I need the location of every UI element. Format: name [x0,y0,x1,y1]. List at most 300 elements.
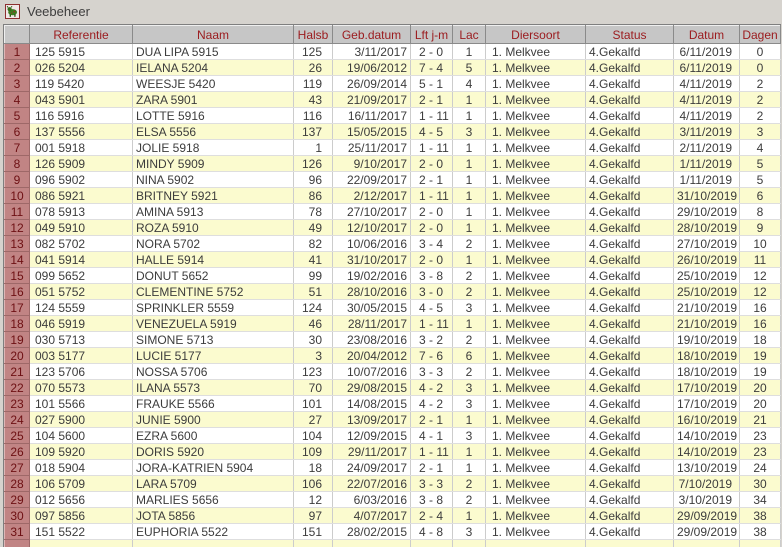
cell-lac[interactable]: 2 [453,332,486,348]
row-number[interactable]: 6 [5,124,30,140]
cell-naam[interactable]: MARLIES 5656 [133,492,294,508]
cell-diersoort[interactable]: 1. Melkvee [486,460,586,476]
cell-dagen[interactable]: 19 [740,348,781,364]
column-header-datum[interactable]: Datum [674,26,740,44]
cell-naam[interactable]: DORIS 5920 [133,444,294,460]
cell-lft_jm[interactable]: 2 - 0 [411,156,453,172]
column-header-lft_jm[interactable]: Lft j-m [411,26,453,44]
row-number[interactable]: 2 [5,60,30,76]
cell-dagen[interactable]: 12 [740,268,781,284]
cell-geb_datum[interactable]: 23/08/2016 [333,332,411,348]
cell-diersoort[interactable]: 1. Melkvee [486,76,586,92]
cell-geb_datum[interactable]: 24/09/2017 [333,460,411,476]
cell-diersoort[interactable]: 1. Melkvee [486,332,586,348]
cell-lac[interactable]: 1 [453,172,486,188]
cell-naam[interactable]: IELANA 5204 [133,60,294,76]
cell-halsb[interactable]: 124 [294,300,333,316]
row-number[interactable]: 22 [5,380,30,396]
cell-status[interactable]: 4.Gekalfd [586,444,674,460]
cell-geb_datum[interactable]: 22/07/2016 [333,476,411,492]
cell-lft_jm[interactable]: 2 - 4 [411,508,453,524]
cell-diersoort[interactable]: 1. Melkvee [486,172,586,188]
cell-geb_datum[interactable]: 25/11/2017 [333,140,411,156]
cell-lac[interactable]: 3 [453,380,486,396]
cell-status[interactable]: 4.Gekalfd [586,300,674,316]
cell-status[interactable]: 4.Gekalfd [586,44,674,60]
cell-diersoort[interactable]: 1. Melkvee [486,252,586,268]
cell-diersoort[interactable]: 1. Melkvee [486,444,586,460]
cell-datum[interactable]: 29/10/2019 [674,204,740,220]
cell-dagen[interactable]: 19 [740,364,781,380]
cell-referentie[interactable]: 049 5910 [30,220,133,236]
cell-status[interactable]: 4.Gekalfd [586,428,674,444]
cell-referentie[interactable]: 101 5566 [30,396,133,412]
cell-dagen[interactable]: 38 [740,508,781,524]
cell-halsb[interactable]: 101 [294,396,333,412]
cell-datum[interactable]: 14/10/2019 [674,428,740,444]
cell-diersoort[interactable]: 1. Melkvee [486,188,586,204]
cell-dagen[interactable]: 2 [740,108,781,124]
cell-dagen[interactable]: 3 [740,124,781,140]
cell-lac[interactable]: 1 [453,140,486,156]
cell-diersoort[interactable]: 1. Melkvee [486,412,586,428]
cell-lft_jm[interactable]: 2 - 0 [411,252,453,268]
cell-lac[interactable]: 1 [453,156,486,172]
cell-status[interactable]: 4.Gekalfd [586,236,674,252]
cell-status[interactable]: 4.Gekalfd [586,108,674,124]
cell-status[interactable]: 4.Gekalfd [586,364,674,380]
cell-status[interactable]: 4.Gekalfd [586,268,674,284]
cell-datum[interactable]: 7/10/2019 [674,476,740,492]
cell-lac[interactable]: 1 [453,220,486,236]
cell-status[interactable]: 4.Gekalfd [586,60,674,76]
cell-naam[interactable]: DONUT 5652 [133,268,294,284]
cell-naam[interactable]: ROZA 5910 [133,220,294,236]
cell-datum[interactable]: 4/11/2019 [674,108,740,124]
cell-naam[interactable]: EUPHORIA 5522 [133,524,294,540]
cell-diersoort[interactable]: 1. Melkvee [486,44,586,60]
cell-naam[interactable]: ZARA 5901 [133,92,294,108]
cell-datum[interactable]: 28/10/2019 [674,220,740,236]
cell-halsb[interactable]: 119 [294,76,333,92]
cell-lac[interactable]: 3 [453,396,486,412]
cell-datum[interactable]: 19/10/2019 [674,332,740,348]
cell-lft_jm[interactable]: 4 - 1 [411,428,453,444]
cell-diersoort[interactable]: 1. Melkvee [486,108,586,124]
cell-diersoort[interactable]: 1. Melkvee [486,220,586,236]
cell-naam[interactable]: WEESJE 5420 [133,76,294,92]
cell-dagen[interactable]: 16 [740,300,781,316]
cell-datum[interactable]: 29/09/2019 [674,524,740,540]
row-number[interactable]: 26 [5,444,30,460]
column-header-lac[interactable]: Lac [453,26,486,44]
cell-datum[interactable]: 16/10/2019 [674,412,740,428]
cell-geb_datum[interactable]: 29/11/2017 [333,444,411,460]
cell-dagen[interactable]: 5 [740,156,781,172]
cell-referentie[interactable]: 099 5652 [30,268,133,284]
cell-status[interactable]: 4.Gekalfd [586,204,674,220]
cell-lft_jm[interactable]: 4 - 5 [411,124,453,140]
row-number[interactable]: 30 [5,508,30,524]
cell-dagen[interactable]: 16 [740,316,781,332]
cell-naam[interactable]: NORA 5702 [133,236,294,252]
cell-geb_datum[interactable]: 21/09/2017 [333,92,411,108]
row-number[interactable]: 14 [5,252,30,268]
cell-datum[interactable]: 31/10/2019 [674,188,740,204]
cell-naam[interactable]: EZRA 5600 [133,428,294,444]
cell-dagen[interactable]: 0 [740,60,781,76]
cell-naam[interactable]: LARA 5709 [133,476,294,492]
cell-status[interactable]: 4.Gekalfd [586,140,674,156]
cell-halsb[interactable]: 99 [294,268,333,284]
cell-referentie[interactable]: 123 5706 [30,364,133,380]
cell-referentie[interactable]: 096 5902 [30,172,133,188]
cell-lac[interactable]: 3 [453,524,486,540]
cell-lac[interactable]: 4 [453,76,486,92]
cell-datum[interactable]: 1/11/2019 [674,172,740,188]
cell-diersoort[interactable]: 1. Melkvee [486,524,586,540]
cell-datum[interactable]: 6/11/2019 [674,44,740,60]
cell-lft_jm[interactable]: 1 - 11 [411,108,453,124]
cell-status[interactable]: 4.Gekalfd [586,492,674,508]
cell-naam[interactable]: MINDY 5909 [133,156,294,172]
cell-naam[interactable]: FRAUKE 5566 [133,396,294,412]
cell-status[interactable]: 4.Gekalfd [586,76,674,92]
cell-naam[interactable]: LUCIE 5177 [133,348,294,364]
cell-geb_datum[interactable]: 14/08/2015 [333,396,411,412]
cell-dagen[interactable]: 5 [740,172,781,188]
column-header-diersoort[interactable]: Diersoort [486,26,586,44]
cell-diersoort[interactable]: 1. Melkvee [486,508,586,524]
cell-geb_datum[interactable]: 31/10/2017 [333,252,411,268]
cell-lft_jm[interactable]: 1 - 11 [411,316,453,332]
cell-dagen[interactable]: 2 [740,76,781,92]
cell-datum[interactable]: 21/10/2019 [674,300,740,316]
row-number[interactable]: 11 [5,204,30,220]
cell-naam[interactable]: JOTA 5856 [133,508,294,524]
cell-halsb[interactable]: 97 [294,508,333,524]
cell-naam[interactable]: DUA LIPA 5915 [133,44,294,60]
cell-diersoort[interactable]: 1. Melkvee [486,492,586,508]
cell-halsb[interactable]: 12 [294,492,333,508]
cell-naam[interactable]: JUNIE 5900 [133,412,294,428]
cell-naam[interactable]: JOLIE 5918 [133,140,294,156]
row-number[interactable]: 4 [5,92,30,108]
cell-datum[interactable]: 17/10/2019 [674,396,740,412]
cell-geb_datum[interactable]: 28/11/2017 [333,316,411,332]
cell-geb_datum[interactable]: 6/03/2016 [333,492,411,508]
cell-naam[interactable]: AMINA 5913 [133,204,294,220]
cell-status[interactable]: 4.Gekalfd [586,316,674,332]
cell-geb_datum[interactable]: 4/07/2017 [333,508,411,524]
cell-dagen[interactable]: 12 [740,284,781,300]
cell-geb_datum[interactable]: 28/10/2016 [333,284,411,300]
cell-lft_jm[interactable]: 4 - 2 [411,396,453,412]
cell-diersoort[interactable]: 1. Melkvee [486,92,586,108]
cell-dagen[interactable]: 23 [740,444,781,460]
cell-datum[interactable]: 18/10/2019 [674,348,740,364]
cell-halsb[interactable]: 41 [294,252,333,268]
row-number[interactable]: 29 [5,492,30,508]
row-number[interactable]: 8 [5,156,30,172]
cell-lac[interactable]: 1 [453,316,486,332]
cell-lft_jm[interactable]: 2 - 0 [411,220,453,236]
cell-dagen[interactable]: 11 [740,252,781,268]
cell-datum[interactable]: 3/11/2019 [674,124,740,140]
cell-datum[interactable]: 25/10/2019 [674,284,740,300]
cell-lac[interactable]: 2 [453,364,486,380]
cell-halsb[interactable]: 106 [294,476,333,492]
cell-dagen[interactable]: 2 [740,92,781,108]
cell-referentie[interactable]: 137 5556 [30,124,133,140]
cell-dagen[interactable]: 21 [740,412,781,428]
cell-diersoort[interactable]: 1. Melkvee [486,60,586,76]
row-number[interactable]: 13 [5,236,30,252]
column-header-halsb[interactable]: Halsb [294,26,333,44]
cell-geb_datum[interactable]: 3/11/2017 [333,44,411,60]
cell-geb_datum[interactable]: 9/10/2017 [333,156,411,172]
cell-lft_jm[interactable]: 2 - 1 [411,412,453,428]
cell-halsb[interactable]: 27 [294,412,333,428]
row-number[interactable]: 7 [5,140,30,156]
cell-status[interactable]: 4.Gekalfd [586,92,674,108]
cell-status[interactable]: 4.Gekalfd [586,396,674,412]
cell-referentie[interactable]: 109 5920 [30,444,133,460]
cell-referentie[interactable]: 018 5904 [30,460,133,476]
cell-diersoort[interactable]: 1. Melkvee [486,396,586,412]
cell-halsb[interactable]: 49 [294,220,333,236]
cell-halsb[interactable]: 125 [294,44,333,60]
cell-referentie[interactable]: 026 5204 [30,60,133,76]
cell-geb_datum[interactable]: 19/06/2012 [333,60,411,76]
cell-halsb[interactable]: 151 [294,524,333,540]
cell-lac[interactable]: 2 [453,236,486,252]
cell-halsb[interactable]: 123 [294,364,333,380]
cell-status[interactable]: 4.Gekalfd [586,188,674,204]
cell-status[interactable]: 4.Gekalfd [586,172,674,188]
cell-geb_datum[interactable]: 29/08/2015 [333,380,411,396]
cell-halsb[interactable]: 82 [294,236,333,252]
cell-diersoort[interactable]: 1. Melkvee [486,124,586,140]
cell-diersoort[interactable]: 1. Melkvee [486,348,586,364]
cell-geb_datum[interactable]: 15/05/2015 [333,124,411,140]
cell-datum[interactable]: 13/10/2019 [674,460,740,476]
cell-lft_jm[interactable]: 3 - 3 [411,476,453,492]
row-number[interactable]: 16 [5,284,30,300]
cell-halsb[interactable]: 78 [294,204,333,220]
cell-status[interactable]: 4.Gekalfd [586,412,674,428]
cell-referentie[interactable]: 070 5573 [30,380,133,396]
cell-referentie[interactable]: 151 5522 [30,524,133,540]
cell-diersoort[interactable]: 1. Melkvee [486,300,586,316]
cell-dagen[interactable]: 20 [740,396,781,412]
cell-halsb[interactable]: 109 [294,444,333,460]
cell-referentie[interactable]: 086 5921 [30,188,133,204]
cell-dagen[interactable]: 23 [740,428,781,444]
cell-geb_datum[interactable]: 22/09/2017 [333,172,411,188]
cell-halsb[interactable]: 26 [294,60,333,76]
row-number[interactable]: 23 [5,396,30,412]
cell-geb_datum[interactable]: 10/07/2016 [333,364,411,380]
row-number[interactable]: 10 [5,188,30,204]
cell-geb_datum[interactable]: 2/12/2017 [333,188,411,204]
row-number[interactable]: 17 [5,300,30,316]
cell-lft_jm[interactable]: 4 - 2 [411,380,453,396]
cell-geb_datum[interactable]: 12/10/2017 [333,220,411,236]
row-number[interactable]: 5 [5,108,30,124]
cell-geb_datum[interactable]: 26/09/2014 [333,76,411,92]
cell-lft_jm[interactable]: 1 - 11 [411,188,453,204]
cell-referentie[interactable]: 116 5916 [30,108,133,124]
row-number[interactable]: 12 [5,220,30,236]
cell-diersoort[interactable]: 1. Melkvee [486,316,586,332]
cell-status[interactable]: 4.Gekalfd [586,252,674,268]
cell-diersoort[interactable]: 1. Melkvee [486,140,586,156]
cell-datum[interactable]: 1/11/2019 [674,156,740,172]
cell-lft_jm[interactable]: 3 - 8 [411,492,453,508]
cell-datum[interactable]: 4/11/2019 [674,92,740,108]
cell-halsb[interactable]: 3 [294,348,333,364]
cell-dagen[interactable]: 6 [740,188,781,204]
cell-lft_jm[interactable]: 2 - 0 [411,44,453,60]
cell-referentie[interactable]: 125 5915 [30,44,133,60]
cell-halsb[interactable]: 137 [294,124,333,140]
cell-referentie[interactable]: 082 5702 [30,236,133,252]
row-number[interactable]: 21 [5,364,30,380]
cell-referentie[interactable]: 046 5919 [30,316,133,332]
cell-lft_jm[interactable]: 3 - 0 [411,284,453,300]
cell-diersoort[interactable]: 1. Melkvee [486,380,586,396]
cell-dagen[interactable]: 9 [740,220,781,236]
cell-naam[interactable]: NINA 5902 [133,172,294,188]
cell-referentie[interactable]: 097 5856 [30,508,133,524]
cell-status[interactable]: 4.Gekalfd [586,476,674,492]
row-number[interactable]: 25 [5,428,30,444]
cell-geb_datum[interactable]: 20/04/2012 [333,348,411,364]
cell-geb_datum[interactable]: 19/02/2016 [333,268,411,284]
cell-datum[interactable]: 18/10/2019 [674,364,740,380]
cell-status[interactable]: 4.Gekalfd [586,460,674,476]
cell-referentie[interactable]: 012 5656 [30,492,133,508]
cell-status[interactable]: 4.Gekalfd [586,524,674,540]
cell-halsb[interactable]: 46 [294,316,333,332]
cell-dagen[interactable]: 0 [740,44,781,60]
cell-lft_jm[interactable]: 3 - 4 [411,236,453,252]
cell-status[interactable]: 4.Gekalfd [586,348,674,364]
cell-dagen[interactable]: 30 [740,476,781,492]
cell-status[interactable]: 4.Gekalfd [586,380,674,396]
cell-dagen[interactable]: 8 [740,204,781,220]
cell-lac[interactable]: 2 [453,492,486,508]
cell-geb_datum[interactable]: 12/09/2015 [333,428,411,444]
row-number[interactable]: 3 [5,76,30,92]
cell-referentie[interactable]: 126 5909 [30,156,133,172]
cell-halsb[interactable]: 30 [294,332,333,348]
row-number[interactable]: 27 [5,460,30,476]
cell-halsb[interactable]: 18 [294,460,333,476]
cell-diersoort[interactable]: 1. Melkvee [486,156,586,172]
cell-halsb[interactable]: 43 [294,92,333,108]
cell-naam[interactable]: NOSSA 5706 [133,364,294,380]
cell-geb_datum[interactable]: 16/11/2017 [333,108,411,124]
cell-referentie[interactable]: 027 5900 [30,412,133,428]
cell-halsb[interactable]: 104 [294,428,333,444]
cell-lac[interactable]: 5 [453,60,486,76]
cell-referentie[interactable]: 119 5420 [30,76,133,92]
cell-lac[interactable]: 1 [453,108,486,124]
cell-datum[interactable]: 4/11/2019 [674,76,740,92]
cell-status[interactable]: 4.Gekalfd [586,220,674,236]
cell-lft_jm[interactable]: 2 - 1 [411,460,453,476]
cell-naam[interactable]: BRITNEY 5921 [133,188,294,204]
cell-lac[interactable]: 3 [453,300,486,316]
cell-dagen[interactable]: 34 [740,492,781,508]
cell-halsb[interactable]: 126 [294,156,333,172]
cell-referentie[interactable]: 104 5600 [30,428,133,444]
cell-naam[interactable]: LOTTE 5916 [133,108,294,124]
cell-naam[interactable]: ILANA 5573 [133,380,294,396]
cell-status[interactable]: 4.Gekalfd [586,332,674,348]
cell-naam[interactable]: VENEZUELA 5919 [133,316,294,332]
cell-referentie[interactable]: 003 5177 [30,348,133,364]
cell-diersoort[interactable]: 1. Melkvee [486,204,586,220]
cell-lac[interactable]: 3 [453,124,486,140]
cell-datum[interactable]: 2/11/2019 [674,140,740,156]
cell-diersoort[interactable]: 1. Melkvee [486,236,586,252]
cell-naam[interactable]: JORA-KATRIEN 5904 [133,460,294,476]
cell-naam[interactable]: CLEMENTINE 5752 [133,284,294,300]
cell-lac[interactable]: 1 [453,412,486,428]
cell-referentie[interactable]: 106 5709 [30,476,133,492]
cell-geb_datum[interactable]: 10/06/2016 [333,236,411,252]
cell-datum[interactable]: 6/11/2019 [674,60,740,76]
cell-lft_jm[interactable]: 3 - 2 [411,332,453,348]
cell-lac[interactable]: 1 [453,92,486,108]
cell-dagen[interactable]: 24 [740,460,781,476]
cell-halsb[interactable]: 51 [294,284,333,300]
cell-lac[interactable]: 1 [453,204,486,220]
cell-status[interactable]: 4.Gekalfd [586,124,674,140]
row-number[interactable]: 18 [5,316,30,332]
cell-status[interactable]: 4.Gekalfd [586,156,674,172]
cell-lft_jm[interactable]: 5 - 1 [411,76,453,92]
column-header-blank[interactable] [5,26,30,44]
cell-lft_jm[interactable]: 4 - 5 [411,300,453,316]
cell-geb_datum[interactable]: 28/02/2015 [333,524,411,540]
cell-lft_jm[interactable]: 2 - 0 [411,204,453,220]
cell-datum[interactable]: 27/10/2019 [674,236,740,252]
cell-dagen[interactable]: 10 [740,236,781,252]
row-number[interactable]: 19 [5,332,30,348]
row-number[interactable]: 1 [5,44,30,60]
cell-lac[interactable]: 2 [453,268,486,284]
cell-lac[interactable]: 1 [453,444,486,460]
cell-diersoort[interactable]: 1. Melkvee [486,428,586,444]
column-header-geb_datum[interactable]: Geb.datum [333,26,411,44]
cell-lft_jm[interactable]: 4 - 8 [411,524,453,540]
row-number[interactable]: 20 [5,348,30,364]
cell-naam[interactable]: HALLE 5914 [133,252,294,268]
cell-halsb[interactable]: 1 [294,140,333,156]
cell-lft_jm[interactable]: 1 - 11 [411,140,453,156]
cell-halsb[interactable]: 86 [294,188,333,204]
cell-diersoort[interactable]: 1. Melkvee [486,476,586,492]
cell-lac[interactable]: 2 [453,476,486,492]
row-number[interactable]: 24 [5,412,30,428]
cell-datum[interactable]: 26/10/2019 [674,252,740,268]
row-number[interactable]: 31 [5,524,30,540]
cell-referentie[interactable]: 043 5901 [30,92,133,108]
